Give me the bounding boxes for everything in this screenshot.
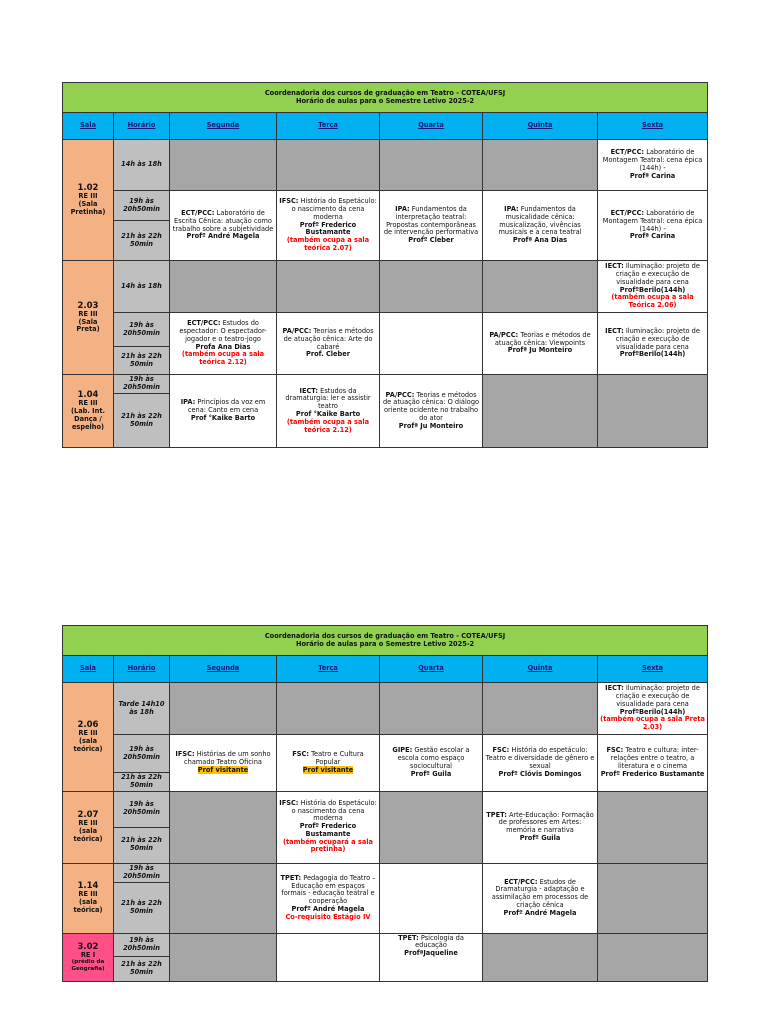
header-quarta: Quarta	[380, 656, 483, 683]
schedule-table-2	[62, 625, 708, 982]
room-cell	[63, 791, 114, 863]
header-terca: Terça	[277, 113, 380, 140]
room-building: RE III	[78, 729, 98, 738]
empty-slot	[483, 683, 598, 735]
class-cell: ECT/PCC: Laboratório de Escrita Cênica: atuação como trabalho sobre a subjetividade Profº André Magela	[170, 191, 277, 261]
header-segunda: Segunda	[170, 113, 277, 140]
title-line-2: Horário de aulas para o Semestre Letivo 2025-2	[295, 96, 475, 105]
empty-slot	[170, 140, 277, 191]
class-cell: ECT/PCC: Estudos de Dramaturgia - adaptação e assimilação em processos de criação cênica Profº André Magela	[483, 863, 598, 933]
header-sala: Sala	[63, 656, 114, 683]
class-cell: IPA: Fundamentos da interpretação teatral: Propostas contemporâneas de intervenção performativa Profº Cleber	[380, 191, 483, 261]
time-slot: 19h às 20h50min	[114, 375, 170, 394]
empty-slot	[483, 261, 598, 313]
empty-slot	[380, 863, 483, 933]
empty-slot	[170, 791, 277, 863]
time-slot: 19h às 20h50min	[114, 313, 170, 347]
room-desc: (Sala	[78, 317, 98, 326]
time-slot: 14h às 18h	[114, 261, 170, 313]
empty-slot	[483, 140, 598, 191]
room-desc: (Lab. Int.	[71, 407, 105, 416]
class-cell: PA/PCC: Teorias e métodos de atuação cênica: Arte do cabaré Prof. Cleber	[277, 313, 380, 375]
time-slot: 21h às 22h 50min	[114, 773, 170, 792]
class-cell: GIPE: Gestão escolar a escola como espaço sociocultural Profº Guila	[380, 735, 483, 792]
empty-slot	[170, 683, 277, 735]
class-cell: FSC: História do espetáculo: Teatro e diversidade de gênero e sexual Profº Clóvis Domingos	[483, 735, 598, 792]
class-cell: TPET: Arte-Educação: Formação de professores em Artes: memória e narrativa Profº Guila	[483, 791, 598, 863]
empty-slot	[380, 683, 483, 735]
empty-slot	[277, 261, 380, 313]
class-cell: FSC: Teatro e cultura: inter-relações entre o teatro, a literatura e o cinema Profº Frederico Bustamante	[598, 735, 708, 792]
empty-slot	[380, 791, 483, 863]
room-number: 3.02	[77, 941, 99, 952]
room-desc: Geografia)	[71, 965, 105, 972]
class-cell: IPA: Fundamentos da musicalidade cênica: musicalização, vivências musicais e a cena teatral Profª Ana Dias	[483, 191, 598, 261]
class-cell: IECT: Iluminação: projeto de criação e execução de visualidade para cena ProfºBerilo(144h)	[598, 313, 708, 375]
room-desc: espelho)	[71, 422, 105, 431]
header-sexta: Sexta	[598, 113, 708, 140]
room-desc: teórica)	[73, 834, 103, 843]
empty-slot	[380, 261, 483, 313]
table-title	[63, 83, 708, 113]
room-desc: Pretinha)	[70, 207, 106, 216]
time-slot: 19h às 20h50min	[114, 933, 170, 956]
class-cell: IPA: Princípios da voz em cena: Canto em cena Prof °Kaike Barto	[170, 375, 277, 448]
class-cell: IECT: Iluminação: projeto de criação e execução de visualidade para cena ProfºBerilo(144h) (também ocupa a sala Preta 2.03)	[598, 683, 708, 735]
class-cell: IECT: Iluminação: projeto de criação e execução de visualidade para cena ProfºBerilo(144h) (também ocupa a sala Teórica 2.06)	[598, 261, 708, 313]
class-cell: IFSC: Histórias de um sonho chamado Teatro Oficina Prof visitante	[170, 735, 277, 792]
title-line-2: Horário de aulas para o Semestre Letivo 2025-2	[295, 639, 475, 648]
empty-slot	[598, 863, 708, 933]
empty-slot	[170, 863, 277, 933]
room-building: RE III	[78, 819, 98, 828]
class-cell: ECT/PCC: Estudos do espectador: O espectador-jogador e o teatro-jogo Profa Ana Dias (também ocupa a sala teórica 2.12)	[170, 313, 277, 375]
class-cell: TPET: Psicologia da educação ProfªJaqueline	[380, 933, 483, 981]
room-desc: teórica)	[73, 905, 103, 914]
room-desc: (prédio da	[71, 959, 105, 966]
header-quarta: Quarta	[380, 113, 483, 140]
room-desc: (sala	[78, 736, 98, 745]
room-desc: Dança /	[74, 415, 102, 423]
time-slot: 21h às 22h 50min	[114, 221, 170, 261]
table-title	[63, 626, 708, 656]
time-slot: 21h às 22h 50min	[114, 956, 170, 981]
empty-slot	[170, 933, 277, 981]
empty-slot	[380, 140, 483, 191]
class-cell: IFSC: História do Espetáculo: o nascimento da cena moderna Profº Frederico Bustamante (também ocupará a sala pretinha)	[277, 791, 380, 863]
title-line-1: Coordenadoria dos cursos de graduação em Teatro - COTEA/UFSJ	[264, 88, 506, 97]
class-cell: IECT: Estudos da dramaturgia: ler e assistir teatro Prof °Kaike Barto (também ocupa a sala teórica 2.12)	[277, 375, 380, 448]
time-slot: 21h às 22h 50min	[114, 347, 170, 375]
room-number: 1.14	[77, 881, 99, 892]
time-slot: 19h às 20h50min	[114, 791, 170, 827]
time-slot: 19h às 20h50min	[114, 191, 170, 221]
room-desc: teórica)	[73, 744, 103, 753]
room-cell	[63, 933, 114, 981]
class-cell: FSC: Teatro e Cultura Popular Prof visitante	[277, 735, 380, 792]
time-slot: 19h às 20h50min	[114, 863, 170, 882]
title-line-1: Coordenadoria dos cursos de graduação em Teatro - COTEA/UFSJ	[264, 631, 506, 640]
room-building: RE I	[80, 950, 96, 959]
room-number: 1.04	[77, 390, 99, 401]
header-quinta: Quinta	[483, 656, 598, 683]
room-number: 2.03	[77, 300, 99, 311]
room-number: 2.06	[77, 720, 99, 731]
room-building: RE III	[78, 890, 98, 899]
header-segunda: Segunda	[170, 656, 277, 683]
room-building: RE III	[78, 192, 98, 201]
room-cell	[63, 261, 114, 375]
class-cell: ECT/PCC: Laboratório de Montagem Teatral: cena épica (144h) - Profª Carina	[598, 191, 708, 261]
header-horario: Horário	[114, 656, 170, 683]
empty-slot	[277, 933, 380, 981]
class-cell: PA/PCC: Teorias e métodos de atuação cênica: O diálogo oriente ocidente no trabalho do ator Profª Ju Monteiro	[380, 375, 483, 448]
class-cell: ECT/PCC: Laboratório de Montagem Teatral: cena épica (144h) - Profª Carina	[598, 140, 708, 191]
empty-slot	[598, 375, 708, 448]
class-cell: PA/PCC: Teorias e métodos de atuação cênica: Viewpoints Profª Ju Monteiro	[483, 313, 598, 375]
room-building: RE III	[78, 399, 98, 408]
empty-slot	[483, 375, 598, 448]
time-slot: 21h às 22h 50min	[114, 827, 170, 863]
schedule-table-1	[62, 82, 708, 448]
room-number: 1.02	[77, 183, 99, 194]
room-number: 2.07	[77, 810, 99, 821]
room-cell	[63, 140, 114, 261]
room-cell	[63, 863, 114, 933]
empty-slot	[277, 683, 380, 735]
time-slot: 19h às 20h50min	[114, 735, 170, 773]
time-slot: 21h às 22h 50min	[114, 394, 170, 448]
room-desc: (sala	[78, 898, 98, 907]
class-cell: TPET: Pedagogia do Teatro – Educação em espaços formais - educação teatral e cooperação Profº André Magela Co-requisito Estágio IV	[277, 863, 380, 933]
header-horario: Horário	[114, 113, 170, 140]
class-cell: IFSC: História do Espetáculo: o nascimento da cena moderna Profº Frederico Bustamante (também ocupa a sala teórica 2.07)	[277, 191, 380, 261]
header-sexta: Sexta	[598, 656, 708, 683]
room-cell	[63, 683, 114, 792]
room-desc: (sala	[78, 827, 98, 836]
empty-slot	[598, 791, 708, 863]
room-desc: Preta)	[76, 325, 100, 334]
empty-slot	[380, 313, 483, 375]
room-desc: (Sala	[78, 200, 98, 209]
empty-slot	[483, 933, 598, 981]
time-slot: 21h às 22h 50min	[114, 882, 170, 933]
header-sala: Sala	[63, 113, 114, 140]
header-quinta: Quinta	[483, 113, 598, 140]
header-terca: Terça	[277, 656, 380, 683]
room-cell	[63, 375, 114, 448]
empty-slot	[170, 261, 277, 313]
empty-slot	[598, 933, 708, 981]
empty-slot	[277, 140, 380, 191]
time-slot: Tarde 14h10 às 18h	[114, 683, 170, 735]
room-building: RE III	[78, 309, 98, 318]
time-slot: 14h às 18h	[114, 140, 170, 191]
